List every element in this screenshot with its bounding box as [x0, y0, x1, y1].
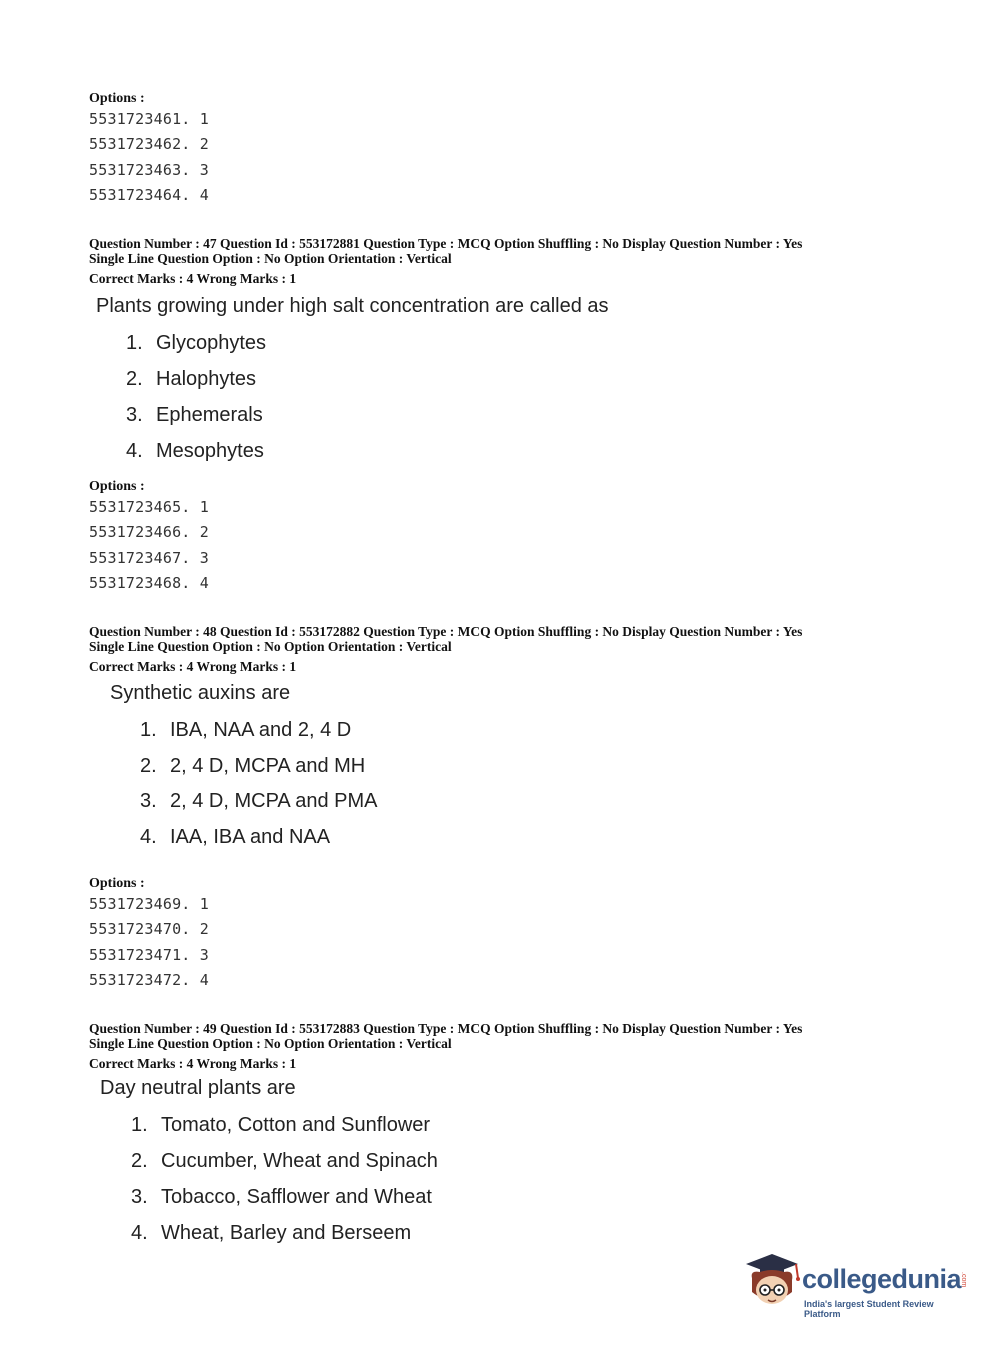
choice-number: 4.: [140, 826, 157, 848]
option-id: 5531723465. 1: [89, 498, 209, 516]
options-label: Options :: [89, 479, 145, 494]
choice-number: 3.: [126, 404, 143, 426]
option-id: 5531723461. 1: [89, 110, 209, 128]
option-id: 5531723463. 3: [89, 161, 209, 179]
question-meta-line3: Correct Marks : 4 Wrong Marks : 1: [89, 271, 297, 286]
collegedunia-logo[interactable]: [740, 1248, 970, 1320]
choice-text: Mesophytes: [156, 440, 264, 462]
option-id: 5531723464. 4: [89, 186, 209, 204]
question-text: Synthetic auxins are: [110, 682, 291, 704]
question-meta-line1: Question Number : 48 Question Id : 553172882 Question Type : MCQ Option Shuffling : No Display Question Number : Yes: [89, 624, 803, 639]
choice-item: [131, 1222, 411, 1245]
choice-item: [126, 404, 263, 427]
mascot-icon: [740, 1248, 802, 1310]
brand-name: collegedunia: [802, 1264, 962, 1294]
choice-number: 1.: [140, 719, 157, 741]
choice-number: 2.: [140, 755, 157, 777]
brand-tagline: India's largest Student Review Platform: [804, 1299, 934, 1319]
choice-text: Wheat, Barley and Berseem: [161, 1222, 412, 1244]
option-id: 5531723472. 4: [89, 971, 209, 989]
choice-item: [140, 719, 351, 742]
choice-text: Glycophytes: [156, 332, 267, 354]
question-meta-line3: Correct Marks : 4 Wrong Marks : 1: [89, 659, 297, 674]
choice-text: IBA, NAA and 2, 4 D: [170, 719, 352, 741]
brand-suffix: .com: [960, 1272, 967, 1288]
choice-item: [126, 440, 264, 463]
option-id: 5531723462. 2: [89, 135, 209, 153]
choice-number: 3.: [140, 790, 157, 812]
options-label: Options :: [89, 876, 145, 891]
choice-text: Tomato, Cotton and Sunflower: [161, 1114, 431, 1136]
choice-item: [140, 826, 330, 849]
option-id: 5531723468. 4: [89, 574, 209, 592]
choice-item: [131, 1186, 432, 1209]
choice-number: 2.: [131, 1150, 148, 1172]
choice-number: 2.: [126, 368, 143, 390]
question-meta-line2: Single Line Question Option : No Option Orientation : Vertical: [89, 251, 452, 266]
choice-text: Tobacco, Safflower and Wheat: [161, 1186, 432, 1208]
question-meta-line1: Question Number : 47 Question Id : 553172881 Question Type : MCQ Option Shuffling : No Display Question Number : Yes: [89, 236, 803, 251]
question-meta-line2: Single Line Question Option : No Option Orientation : Vertical: [89, 1036, 452, 1051]
question-meta-line1: Question Number : 49 Question Id : 553172883 Question Type : MCQ Option Shuffling : No Display Question Number : Yes: [89, 1021, 803, 1036]
choice-number: 4.: [126, 440, 143, 462]
option-id: 5531723469. 1: [89, 895, 209, 913]
choice-item: [126, 368, 256, 391]
choice-number: 1.: [126, 332, 143, 354]
question-meta-line2: Single Line Question Option : No Option Orientation : Vertical: [89, 639, 452, 654]
choice-item: [126, 332, 266, 355]
options-label: Options :: [89, 91, 145, 106]
option-id: 5531723466. 2: [89, 523, 209, 541]
choice-text: 2, 4 D, MCPA and MH: [170, 755, 366, 777]
question-meta-line3: Correct Marks : 4 Wrong Marks : 1: [89, 1056, 297, 1071]
choice-item: [140, 790, 378, 813]
choice-text: Ephemerals: [156, 404, 263, 426]
choice-number: 1.: [131, 1114, 148, 1136]
choice-text: Halophytes: [156, 368, 257, 390]
choice-text: Cucumber, Wheat and Spinach: [161, 1150, 438, 1172]
choice-item: [140, 755, 365, 778]
choice-number: 3.: [131, 1186, 148, 1208]
option-id: 5531723470. 2: [89, 920, 209, 938]
option-id: 5531723467. 3: [89, 549, 209, 567]
choice-item: [131, 1150, 438, 1173]
question-text: Day neutral plants are: [100, 1077, 296, 1099]
question-text: Plants growing under high salt concentration are called as: [96, 295, 609, 317]
option-id: 5531723471. 3: [89, 946, 209, 964]
choice-text: IAA, IBA and NAA: [170, 826, 331, 848]
choice-text: 2, 4 D, MCPA and PMA: [170, 790, 378, 812]
choice-number: 4.: [131, 1222, 148, 1244]
choice-item: [131, 1114, 430, 1137]
